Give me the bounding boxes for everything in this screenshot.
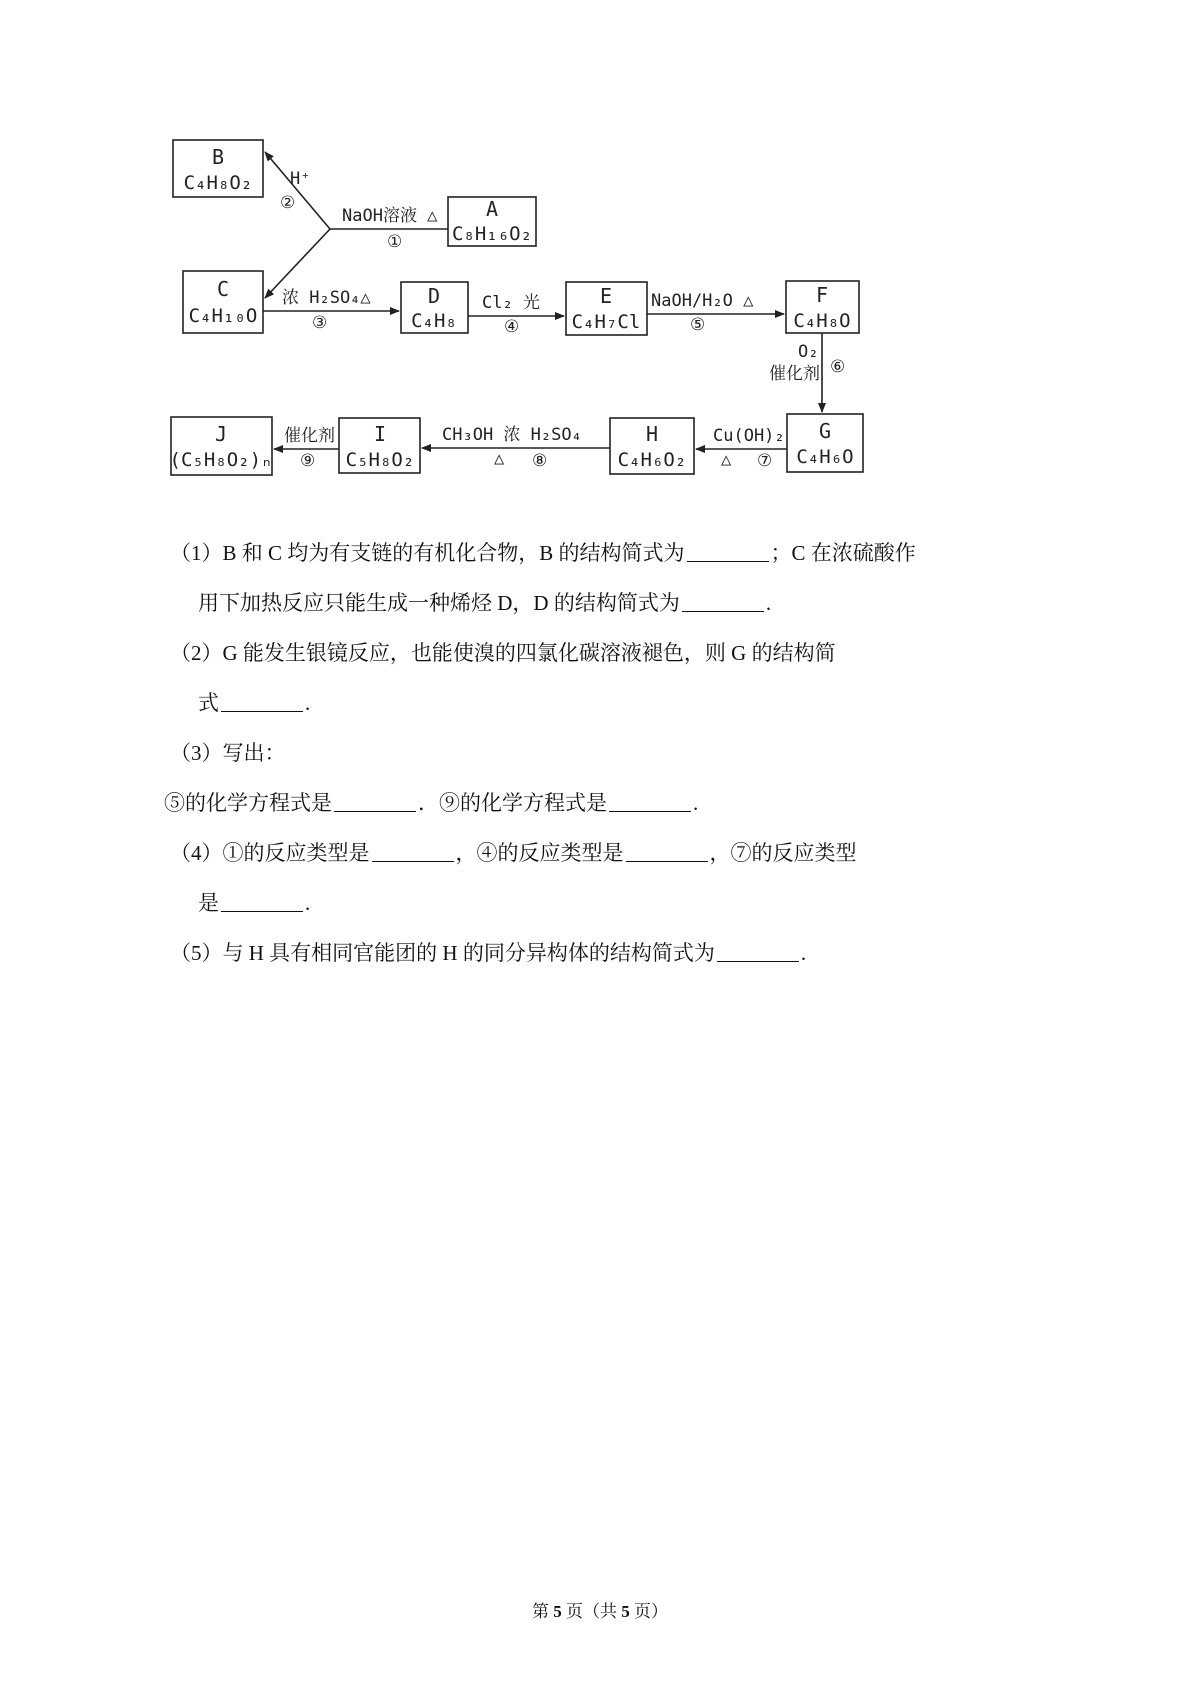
reaction-4-step: ④ bbox=[504, 317, 520, 337]
box-J-label: J bbox=[214, 422, 228, 446]
q4-blank-2[interactable] bbox=[626, 841, 708, 862]
box-A-formula: C₈H₁₆O₂ bbox=[451, 223, 533, 245]
box-E-label: E bbox=[599, 284, 613, 308]
question-2 bbox=[170, 628, 1038, 728]
reaction-7-heat: △ bbox=[721, 450, 732, 470]
box-C-label: C bbox=[216, 277, 230, 301]
footer-pre: 第 bbox=[532, 1602, 554, 1621]
reaction-6-step: ⑥ bbox=[830, 357, 846, 377]
reaction-5-step: ⑤ bbox=[690, 315, 706, 335]
reaction-1-condition: NaOH溶液 △ bbox=[342, 206, 438, 226]
reaction-2-step: ② bbox=[280, 193, 296, 213]
q4-text-a: （4）①的反应类型是 bbox=[170, 841, 370, 865]
q1-text-b: ；C 在浓硫酸作 bbox=[770, 541, 916, 565]
q1-blank-2[interactable] bbox=[682, 591, 764, 612]
reaction-9-step: ⑨ bbox=[300, 451, 316, 471]
q5-text-a: （5）与 H 具有相同官能团的 H 的同分异构体的结构简式为 bbox=[170, 941, 715, 965]
box-H bbox=[610, 418, 694, 474]
q3-text-a: ⑤的化学方程式是 bbox=[164, 791, 332, 815]
q5-blank[interactable] bbox=[717, 941, 799, 962]
q4-text-d: 是 bbox=[198, 891, 219, 915]
reaction-4-condition: Cl₂ 光 bbox=[482, 293, 540, 313]
reaction-5-condition: NaOH/H₂O △ bbox=[651, 291, 754, 311]
box-F-formula: C₄H₈O bbox=[793, 310, 851, 332]
reaction-6-catalyst: 催化剂 bbox=[769, 364, 820, 384]
q3-blank-2[interactable] bbox=[609, 791, 691, 812]
question-5 bbox=[170, 928, 1038, 978]
box-D-formula: C₄H₈ bbox=[411, 310, 457, 332]
q2-blank[interactable] bbox=[221, 691, 303, 712]
box-F bbox=[786, 281, 859, 333]
q4-end: . bbox=[305, 891, 311, 915]
footer-page-number: 5 bbox=[553, 1602, 562, 1621]
box-C bbox=[183, 271, 263, 333]
q5-end: . bbox=[800, 941, 807, 965]
q3-blank-1[interactable] bbox=[334, 791, 416, 812]
reaction-8-heat: △ bbox=[494, 449, 505, 469]
box-F-label: F bbox=[815, 283, 829, 307]
reaction-3-condition: 浓 H₂SO₄△ bbox=[282, 288, 371, 308]
footer-post: 页） bbox=[629, 1602, 668, 1621]
question-4 bbox=[170, 828, 1038, 928]
box-J-formula: (C₅H₈O₂)ₙ bbox=[169, 449, 273, 471]
footer-mid: 页（共 bbox=[561, 1602, 622, 1621]
reaction-6-reagent: O₂ bbox=[798, 342, 819, 362]
reaction-3-step: ③ bbox=[312, 313, 328, 333]
q4-blank-1[interactable] bbox=[372, 841, 454, 862]
box-E bbox=[566, 282, 647, 335]
reaction-1-step: ① bbox=[387, 232, 403, 252]
reaction-2-arrow bbox=[265, 152, 330, 229]
reaction-8-step: ⑧ bbox=[532, 451, 548, 471]
box-B bbox=[173, 140, 263, 197]
reaction-diagram bbox=[0, 0, 1200, 500]
box-A-label: A bbox=[485, 197, 499, 221]
page-footer bbox=[0, 1597, 1200, 1622]
question-1 bbox=[170, 528, 1038, 628]
questions bbox=[164, 528, 1038, 978]
box-B-label: B bbox=[211, 145, 225, 169]
q2-end: . bbox=[305, 691, 311, 715]
question-3 bbox=[170, 728, 1038, 778]
box-D-label: D bbox=[427, 284, 441, 308]
box-J bbox=[170, 417, 273, 475]
q1-blank-1[interactable] bbox=[687, 541, 769, 562]
reaction-7-step: ⑦ bbox=[757, 451, 773, 471]
reaction-9-condition: 催化剂 bbox=[284, 426, 335, 446]
box-C-formula: C₄H₁₀O bbox=[188, 305, 258, 327]
reaction-2-condition: H⁺ bbox=[290, 169, 311, 189]
q1-text-a: （1）B 和 C 均为有支链的有机化合物，B 的结构简式为 bbox=[170, 541, 685, 565]
q1-text-c: 用下加热反应只能生成一种烯烃 D，D 的结构简式为 bbox=[198, 591, 680, 615]
box-I bbox=[339, 418, 420, 473]
q1-end: . bbox=[765, 591, 772, 615]
box-G bbox=[787, 414, 863, 472]
box-I-formula: C₅H₈O₂ bbox=[345, 449, 415, 471]
box-I-label: I bbox=[373, 422, 387, 446]
q4-blank-3[interactable] bbox=[221, 891, 303, 912]
box-G-formula: C₄H₆O bbox=[796, 446, 854, 468]
reaction-7-reagent: Cu(OH)₂ bbox=[713, 426, 785, 446]
box-B-formula: C₄H₈O₂ bbox=[183, 172, 253, 194]
box-A bbox=[448, 197, 536, 246]
q3-text: （3）写出： bbox=[170, 741, 286, 765]
question-3-line bbox=[164, 778, 1038, 828]
footer-total-pages: 5 bbox=[621, 1602, 630, 1621]
q4-text-b: ，④的反应类型是 bbox=[455, 841, 624, 865]
box-E-formula: C₄H₇Cl bbox=[571, 311, 641, 333]
box-H-formula: C₄H₆O₂ bbox=[617, 449, 687, 471]
box-H-label: H bbox=[645, 422, 659, 446]
q4-text-c: ，⑦的反应类型 bbox=[709, 841, 857, 865]
box-D bbox=[401, 282, 468, 333]
reaction-8-reagent: CH₃OH 浓 H₂SO₄ bbox=[442, 425, 582, 445]
box-G-label: G bbox=[818, 419, 832, 443]
q2-text-a: （2）G 能发生银镜反应，也能使溴的四氯化碳溶液褪色，则 G 的结构简 bbox=[170, 641, 836, 665]
q2-text-b: 式 bbox=[198, 691, 219, 715]
q3-end: . bbox=[693, 791, 699, 815]
q3-text-b: ．⑨的化学方程式是 bbox=[418, 791, 607, 815]
